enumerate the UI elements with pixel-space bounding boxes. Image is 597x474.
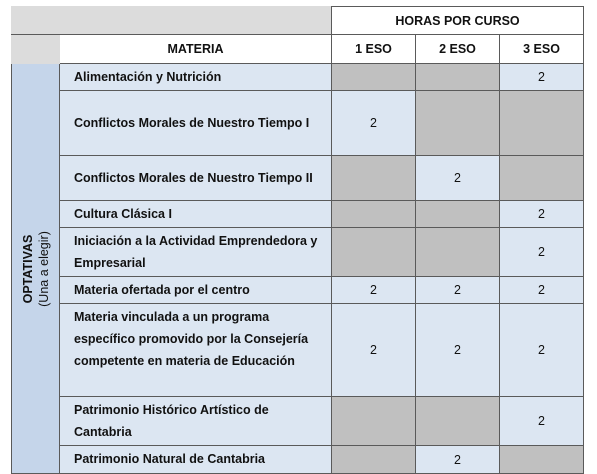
not-offered-cell (416, 397, 500, 446)
year-header-1eso: 1 ESO (332, 35, 416, 64)
not-offered-cell (416, 64, 500, 91)
table-row (12, 397, 584, 446)
hours-cell: 2 (500, 228, 584, 277)
not-offered-cell (332, 156, 416, 201)
subject-cell: Conflictos Morales de Nuestro Tiempo II (60, 156, 332, 201)
subject-cell: Cultura Clásica I (60, 201, 332, 228)
subject-cell: Patrimonio Histórico Artístico de Cantabria (60, 397, 332, 446)
hours-cell: 2 (500, 201, 584, 228)
hours-cell: 2 (500, 304, 584, 397)
not-offered-cell (416, 228, 500, 277)
not-offered-cell (332, 201, 416, 228)
not-offered-cell (332, 446, 416, 474)
table-row (12, 201, 584, 228)
hours-cell: 2 (416, 446, 500, 474)
not-offered-cell (416, 201, 500, 228)
subject-cell: Patrimonio Natural de Cantabria (60, 446, 332, 474)
hours-table (11, 6, 584, 474)
not-offered-cell (500, 156, 584, 201)
not-offered-cell (500, 446, 584, 474)
header-left-blank (12, 35, 60, 64)
year-header-3eso: 3 ESO (500, 35, 584, 64)
not-offered-cell (332, 64, 416, 91)
subject-cell: Materia ofertada por el centro (60, 277, 332, 304)
table-row (12, 156, 584, 201)
category-subtitle: (Una a elegir) (36, 230, 51, 307)
hours-cell: 2 (500, 64, 584, 91)
header-row-group (12, 7, 584, 35)
header-corner (12, 7, 332, 35)
table-row (12, 64, 584, 91)
header-row-columns (12, 35, 584, 64)
hours-cell: 2 (416, 156, 500, 201)
table-row (12, 304, 584, 397)
category-cell (12, 64, 60, 474)
hours-cell: 2 (416, 277, 500, 304)
hours-cell: 2 (332, 277, 416, 304)
not-offered-cell (500, 91, 584, 156)
subject-cell: Alimentación y Nutrición (60, 64, 332, 91)
category-title: OPTATIVAS (20, 234, 35, 303)
hours-cell: 2 (500, 397, 584, 446)
table-row (12, 91, 584, 156)
not-offered-cell (332, 397, 416, 446)
table-row (12, 277, 584, 304)
category-label (20, 231, 52, 307)
not-offered-cell (416, 91, 500, 156)
hours-cell: 2 (332, 91, 416, 156)
year-header-2eso: 2 ESO (416, 35, 500, 64)
table-row (12, 228, 584, 277)
subject-cell: Iniciación a la Actividad Emprendedora y Empresarial (60, 228, 332, 277)
table-row (12, 446, 584, 474)
subject-cell: Conflictos Morales de Nuestro Tiempo I (60, 91, 332, 156)
subject-column-header: MATERIA (60, 35, 332, 64)
hours-cell: 2 (500, 277, 584, 304)
subject-cell: Materia vinculada a un programa específico promovido por la Consejería competente en materia de Educación (60, 304, 332, 397)
not-offered-cell (332, 228, 416, 277)
hours-cell: 2 (416, 304, 500, 397)
hours-cell: 2 (332, 304, 416, 397)
hours-group-header: HORAS POR CURSO (332, 7, 584, 35)
